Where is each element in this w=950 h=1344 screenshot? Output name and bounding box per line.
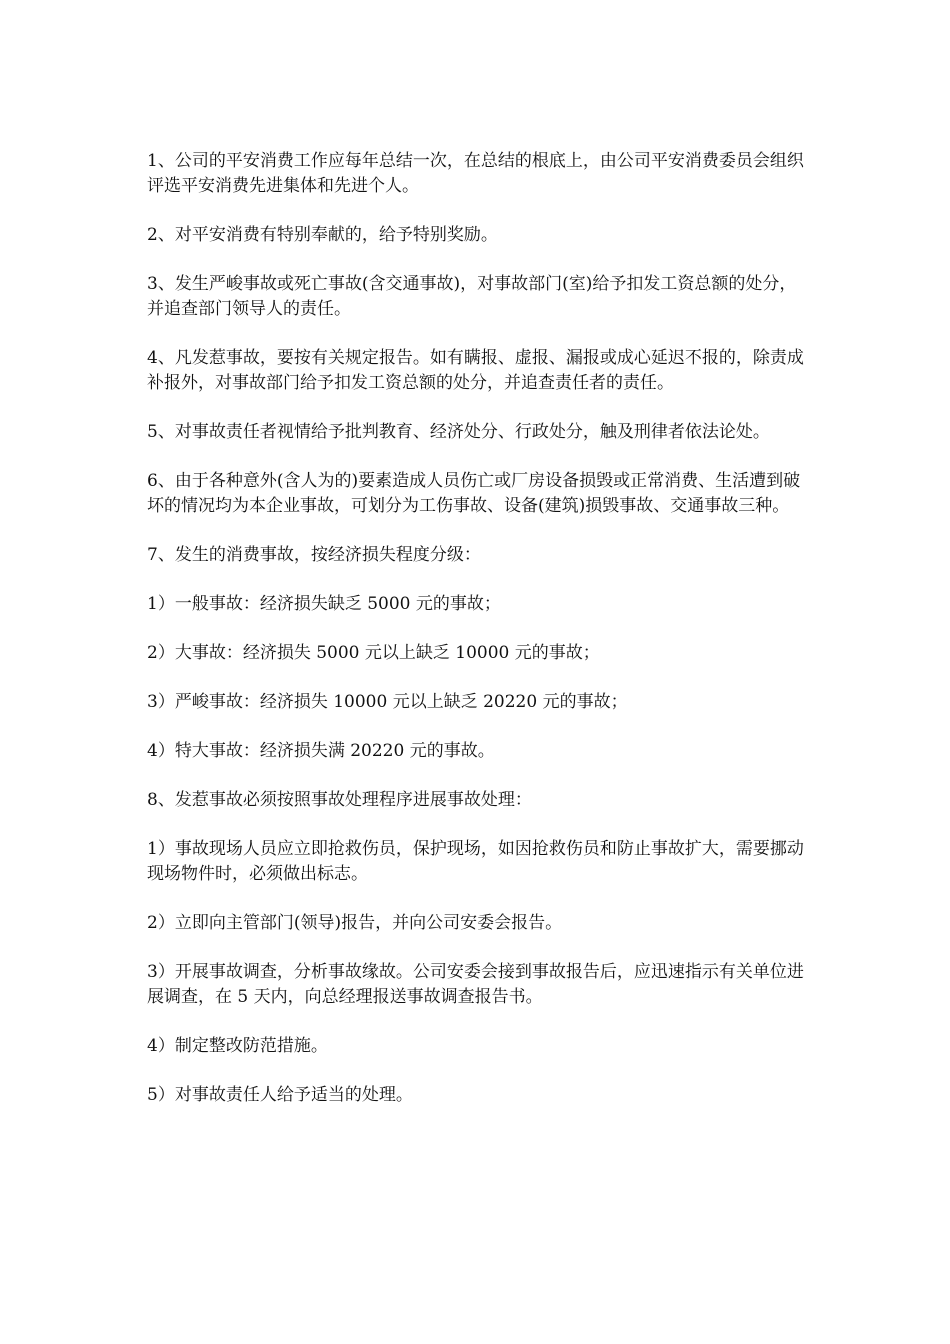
paragraph-6: 6、由于各种意外(含人为的)要素造成人员伤亡或厂房设备损毁或正常消费、生活遭到破坏的情况均为本企业事故，可划分为工伤事故、设备(建筑)损毁事故、交通事故三种。 [147, 471, 801, 516]
list-item-7-2: 2）大事故：经济损失 5000 元以上缺乏 10000 元的事故； [147, 643, 600, 663]
list-item-7-1: 1）一般事故：经济损失缺乏 5000 元的事故； [147, 594, 501, 614]
paragraph-3: 3、发生严峻事故或死亡事故(含交通事故)，对事故部门(室)给予扣发工资总额的处分，并追查部门领导人的责任。 [147, 274, 797, 319]
document-body [147, 149, 807, 1132]
paragraph-2: 2、对平安消费有特别奉献的，给予特别奖励。 [147, 225, 498, 245]
paragraph-5: 5、对事故责任者视情给予批判教育、经济处分、行政处分，触及刑律者依法论处。 [147, 422, 770, 442]
list-item-8-5: 5）对事故责任人给予适当的处理。 [147, 1085, 413, 1105]
list-item-7-4: 4）特大事故：经济损失满 20220 元的事故。 [147, 741, 495, 761]
list-item-8-2: 2）立即向主管部门(领导)报告，并向公司安委会报告。 [147, 913, 563, 933]
list-item-7-3: 3）严峻事故：经济损失 10000 元以上缺乏 20220 元的事故； [147, 692, 628, 712]
list-item-8-1: 1）事故现场人员应立即抢救伤员，保护现场，如因抢救伤员和防止事故扩大，需要挪动现场物件时，必须做出标志。 [147, 839, 804, 884]
paragraph-7: 7、发生的消费事故，按经济损失程度分级： [147, 545, 481, 565]
paragraph-1: 1、公司的平安消费工作应每年总结一次，在总结的根底上，由公司平安消费委员会组织评选平安消费先进集体和先进个人。 [147, 151, 804, 196]
list-item-8-3: 3）开展事故调查，分析事故缘故。公司安委会接到事故报告后，应迅速指示有关单位进展调查，在 5 天内，向总经理报送事故调查报告书。 [147, 962, 804, 1007]
paragraph-8: 8、发惹事故必须按照事故处理程序进展事故处理： [147, 790, 532, 810]
list-item-8-4: 4）制定整改防范措施。 [147, 1036, 328, 1056]
paragraph-4: 4、凡发惹事故，要按有关规定报告。如有瞒报、虚报、漏报或成心延迟不报的，除责成补报外，对事故部门给予扣发工资总额的处分，并追查责任者的责任。 [147, 348, 804, 393]
